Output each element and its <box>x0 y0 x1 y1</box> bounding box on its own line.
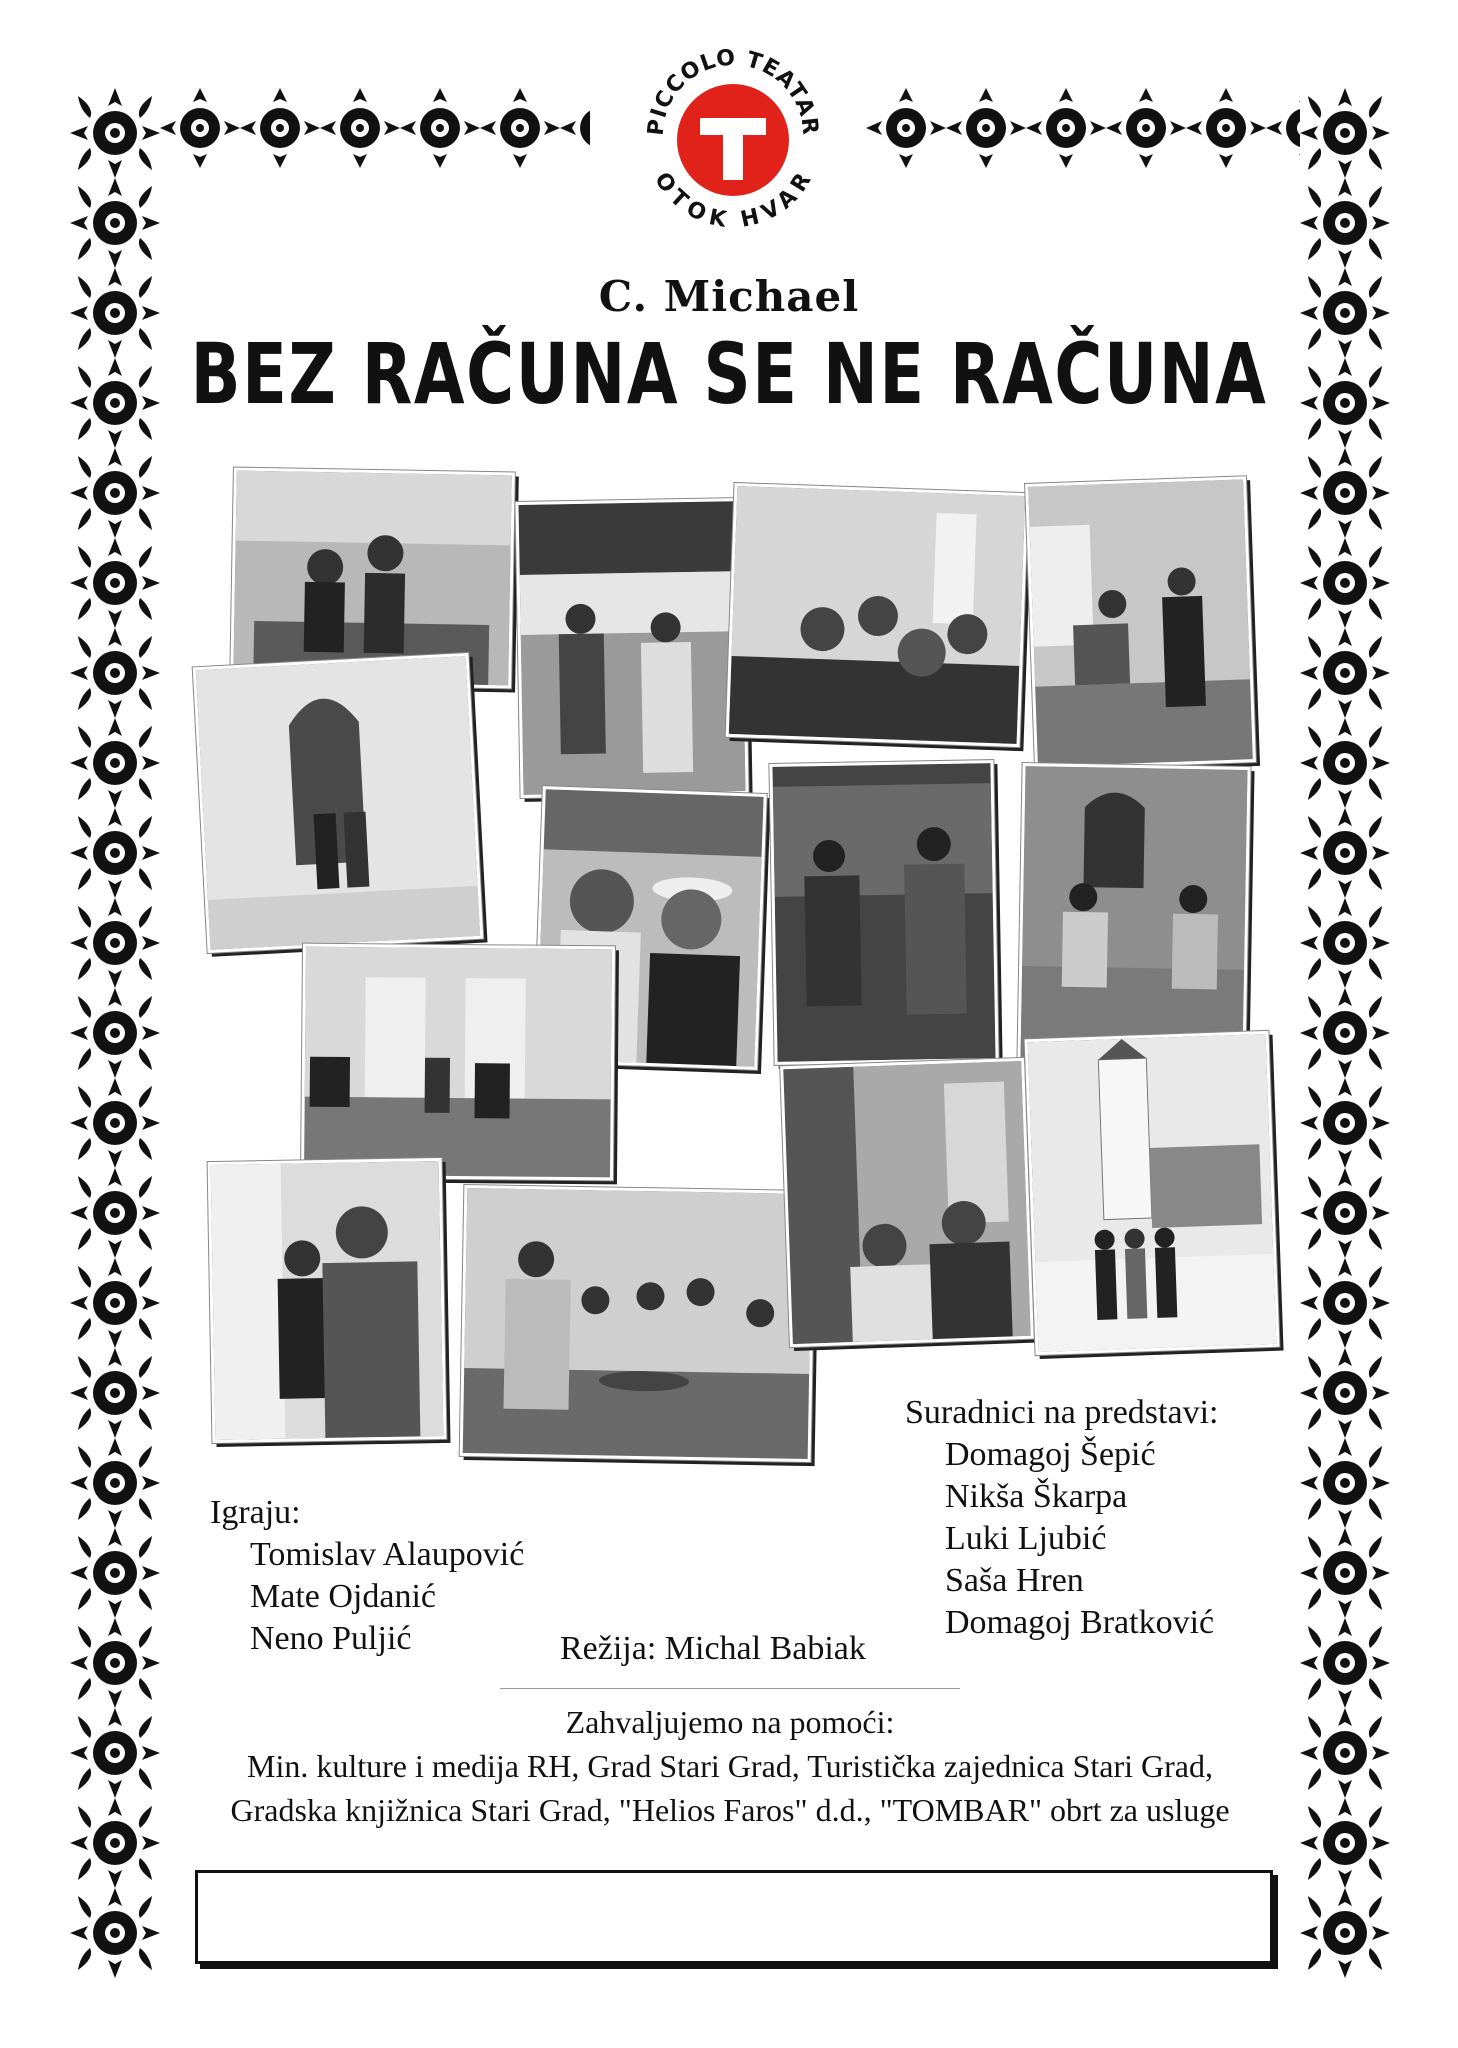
ornamental-border-right <box>1300 88 1390 1978</box>
photo-gothic-doorway <box>193 653 484 953</box>
acknowledgements-heading: Zahvaljujemo na pomoći: <box>565 1704 895 1740</box>
acknowledgements-line: Gradska knjižnica Stari Grad, "Helios Faros" d.d., "TOMBAR" obrt za usluge <box>230 1792 1230 1828</box>
photo-group-table <box>230 468 515 689</box>
photo-rehearsal-room <box>301 944 615 1181</box>
cast-member: Tomislav Alaupović <box>250 1536 525 1573</box>
ornamental-border-left <box>70 88 160 1978</box>
photo-camera-man <box>208 1158 447 1443</box>
piccolo-teatar-logo <box>628 30 838 240</box>
play-title: BEZ RAČUNA SE NE RAČUNA <box>190 325 1268 423</box>
collaborator-name: Saša Hren <box>945 1562 1084 1599</box>
photo-library-group <box>780 1058 1034 1347</box>
photo-church-selfie <box>726 483 1029 747</box>
photo-hall-group <box>1025 476 1256 770</box>
photo-winter-church <box>1025 1031 1280 1355</box>
logo-top-text: PICCOLO TEATAR <box>643 45 823 137</box>
author-name: C. Michael <box>598 272 860 321</box>
collaborator-name: Domagoj Bratković <box>945 1604 1215 1641</box>
collaborator-name: Nikša Škarpa <box>945 1478 1128 1515</box>
logo-bottom-text: OTOK HVAR <box>649 168 817 234</box>
ornamental-border-top-left <box>160 88 590 168</box>
cast-heading: Igraju: <box>210 1494 301 1531</box>
divider <box>500 1688 960 1689</box>
collaborator-name: Luki Ljubić <box>945 1520 1107 1557</box>
blank-info-box <box>195 1870 1273 1964</box>
cast-member: Mate Ojdanić <box>250 1578 436 1615</box>
collaborators-section <box>905 1392 1218 1644</box>
photo-stone-terrace <box>1017 763 1250 1065</box>
photo-cafe-terrace <box>515 498 748 798</box>
ornamental-border-top-right <box>866 88 1300 168</box>
photo-group-cafe-bar <box>460 1185 816 1462</box>
photo-bar-interior <box>769 760 998 1065</box>
cast-section <box>210 1492 524 1660</box>
director-credit: Režija: Michal Babiak <box>560 1630 866 1667</box>
acknowledgements-line: Min. kulture i medija RH, Grad Stari Grad, Turistička zajednica Stari Grad, <box>246 1748 1213 1784</box>
collaborators-heading: Suradnici na predstavi: <box>905 1394 1219 1431</box>
acknowledgements <box>160 1700 1300 1832</box>
collaborator-name: Domagoj Šepić <box>945 1436 1156 1473</box>
cast-member: Neno Puljić <box>250 1620 412 1657</box>
